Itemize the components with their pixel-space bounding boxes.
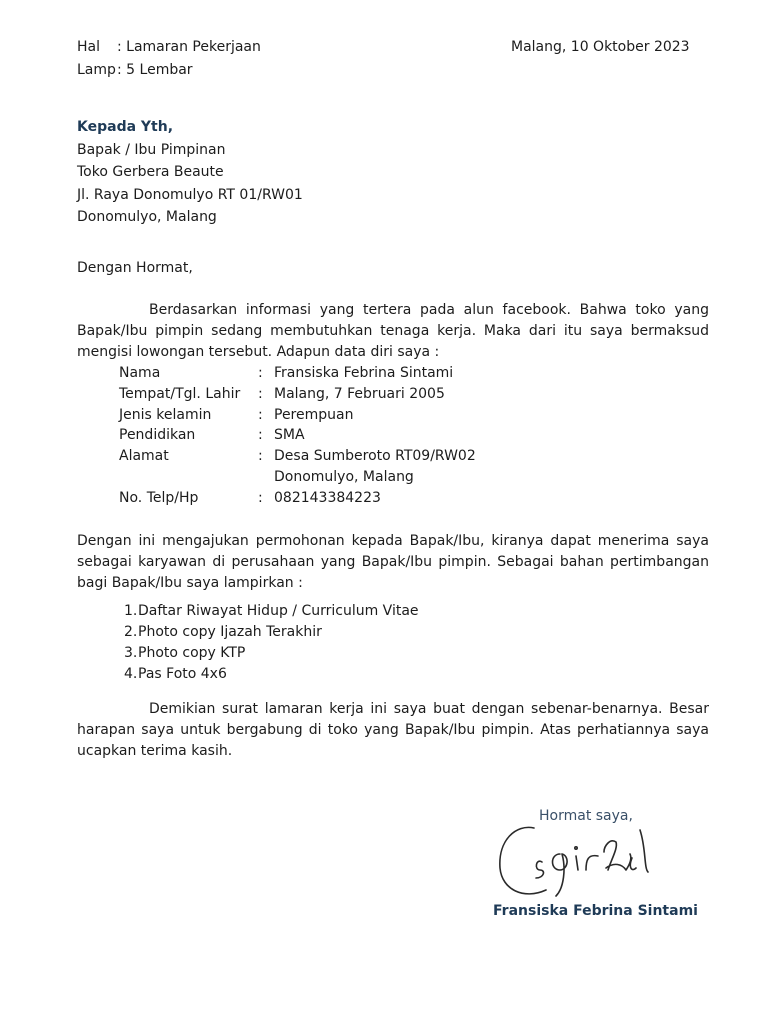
handwritten-signature xyxy=(494,818,656,900)
detail-row xyxy=(119,488,476,509)
attachment-number: 4. xyxy=(124,666,138,682)
detail-colon-blank xyxy=(258,467,274,488)
detail-colon: : xyxy=(258,448,263,465)
request-paragraph: Dengan ini mengajukan permohonan kepada Bapak/Ibu, kiranya dapat menerima saya sebagai karyawan di perusahaan yang Bapak/Ibu pimpin. Sebagai bahan pertimbangan bagi Bapak/Ibu saya lampirkan : xyxy=(77,533,709,591)
closing-paragraph: Demikian surat lamaran kerja ini saya buat dengan sebenar-benarnya. Besar harapan saya untuk bergabung di toko yang Bapak/Ibu pimpin. Atas perhatiannya saya ucapkan terima kasih. xyxy=(77,701,709,759)
header-hal xyxy=(77,39,261,55)
attachment-number: 2. xyxy=(124,624,138,640)
detail-colon: : xyxy=(258,385,263,402)
salutation: Dengan Hormat, xyxy=(77,260,193,276)
detail-colon: : xyxy=(258,489,263,506)
detail-value: Malang, 7 Februari 2005 xyxy=(274,385,445,402)
recipient-heading: Kepada Yth, xyxy=(77,119,174,135)
attachment-text: Photo copy KTP xyxy=(138,645,246,661)
detail-value: Fransiska Febrina Sintami xyxy=(274,365,454,381)
detail-label: Nama xyxy=(119,365,161,381)
detail-row xyxy=(119,467,476,488)
attachment-text: Daftar Riwayat Hidup / Curriculum Vitae xyxy=(138,603,419,619)
detail-label: Pendidikan xyxy=(119,427,196,444)
detail-label: Jenis kelamin xyxy=(119,406,212,423)
detail-row xyxy=(119,446,476,467)
closing-phrase: Hormat saya, xyxy=(539,808,633,824)
detail-row xyxy=(119,405,476,426)
detail-value: SMA xyxy=(274,427,305,444)
lamp-label: Lamp xyxy=(77,62,116,78)
detail-colon: : xyxy=(258,406,263,423)
detail-label xyxy=(119,467,258,488)
recipient-line: Toko Gerbera Beaute xyxy=(77,164,224,180)
detail-value: Donomulyo, Malang xyxy=(274,468,414,485)
attachment-item xyxy=(124,622,419,643)
attachment-item xyxy=(124,664,419,685)
attachment-number: 1. xyxy=(124,603,138,619)
attachment-number: 3. xyxy=(124,645,138,661)
attachment-list xyxy=(124,601,419,685)
detail-row xyxy=(119,363,476,384)
recipient-block xyxy=(77,116,303,229)
detail-label: No. Telp/Hp xyxy=(119,489,199,506)
hal-value: : Lamaran Pekerjaan xyxy=(117,39,261,55)
intro-paragraph: Berdasarkan informasi yang tertera pada alun facebook. Bahwa toko yang Bapak/Ibu pimpin sedang membutuhkan tenaga kerja. Maka dari itu saya bermaksud mengisi lowongan tersebut. Adapun data diri saya : xyxy=(77,302,709,360)
recipient-line: Donomulyo, Malang xyxy=(77,209,217,225)
personal-details xyxy=(119,363,476,509)
detail-colon: : xyxy=(258,365,263,381)
detail-value: 082143384223 xyxy=(274,489,381,506)
signatory-name: Fransiska Febrina Sintami xyxy=(493,903,698,919)
attachment-item xyxy=(124,643,419,664)
attachment-text: Photo copy Ijazah Terakhir xyxy=(138,624,322,640)
detail-row xyxy=(119,384,476,405)
attachment-text: Pas Foto 4x6 xyxy=(138,666,227,682)
recipient-line: Jl. Raya Donomulyo RT 01/RW01 xyxy=(77,186,303,203)
detail-value: Perempuan xyxy=(274,406,354,423)
recipient-line: Bapak / Ibu Pimpinan xyxy=(77,141,226,158)
hal-label: Hal xyxy=(77,39,100,55)
letter-date: Malang, 10 Oktober 2023 xyxy=(511,39,690,55)
detail-row xyxy=(119,425,476,446)
lamp-value: : 5 Lembar xyxy=(117,62,193,78)
header-lamp xyxy=(77,62,193,78)
detail-colon: : xyxy=(258,427,263,444)
attachment-item xyxy=(124,601,419,622)
detail-value: Desa Sumberoto RT09/RW02 xyxy=(274,448,476,465)
detail-label: Alamat xyxy=(119,448,169,465)
detail-label: Tempat/Tgl. Lahir xyxy=(119,385,241,402)
